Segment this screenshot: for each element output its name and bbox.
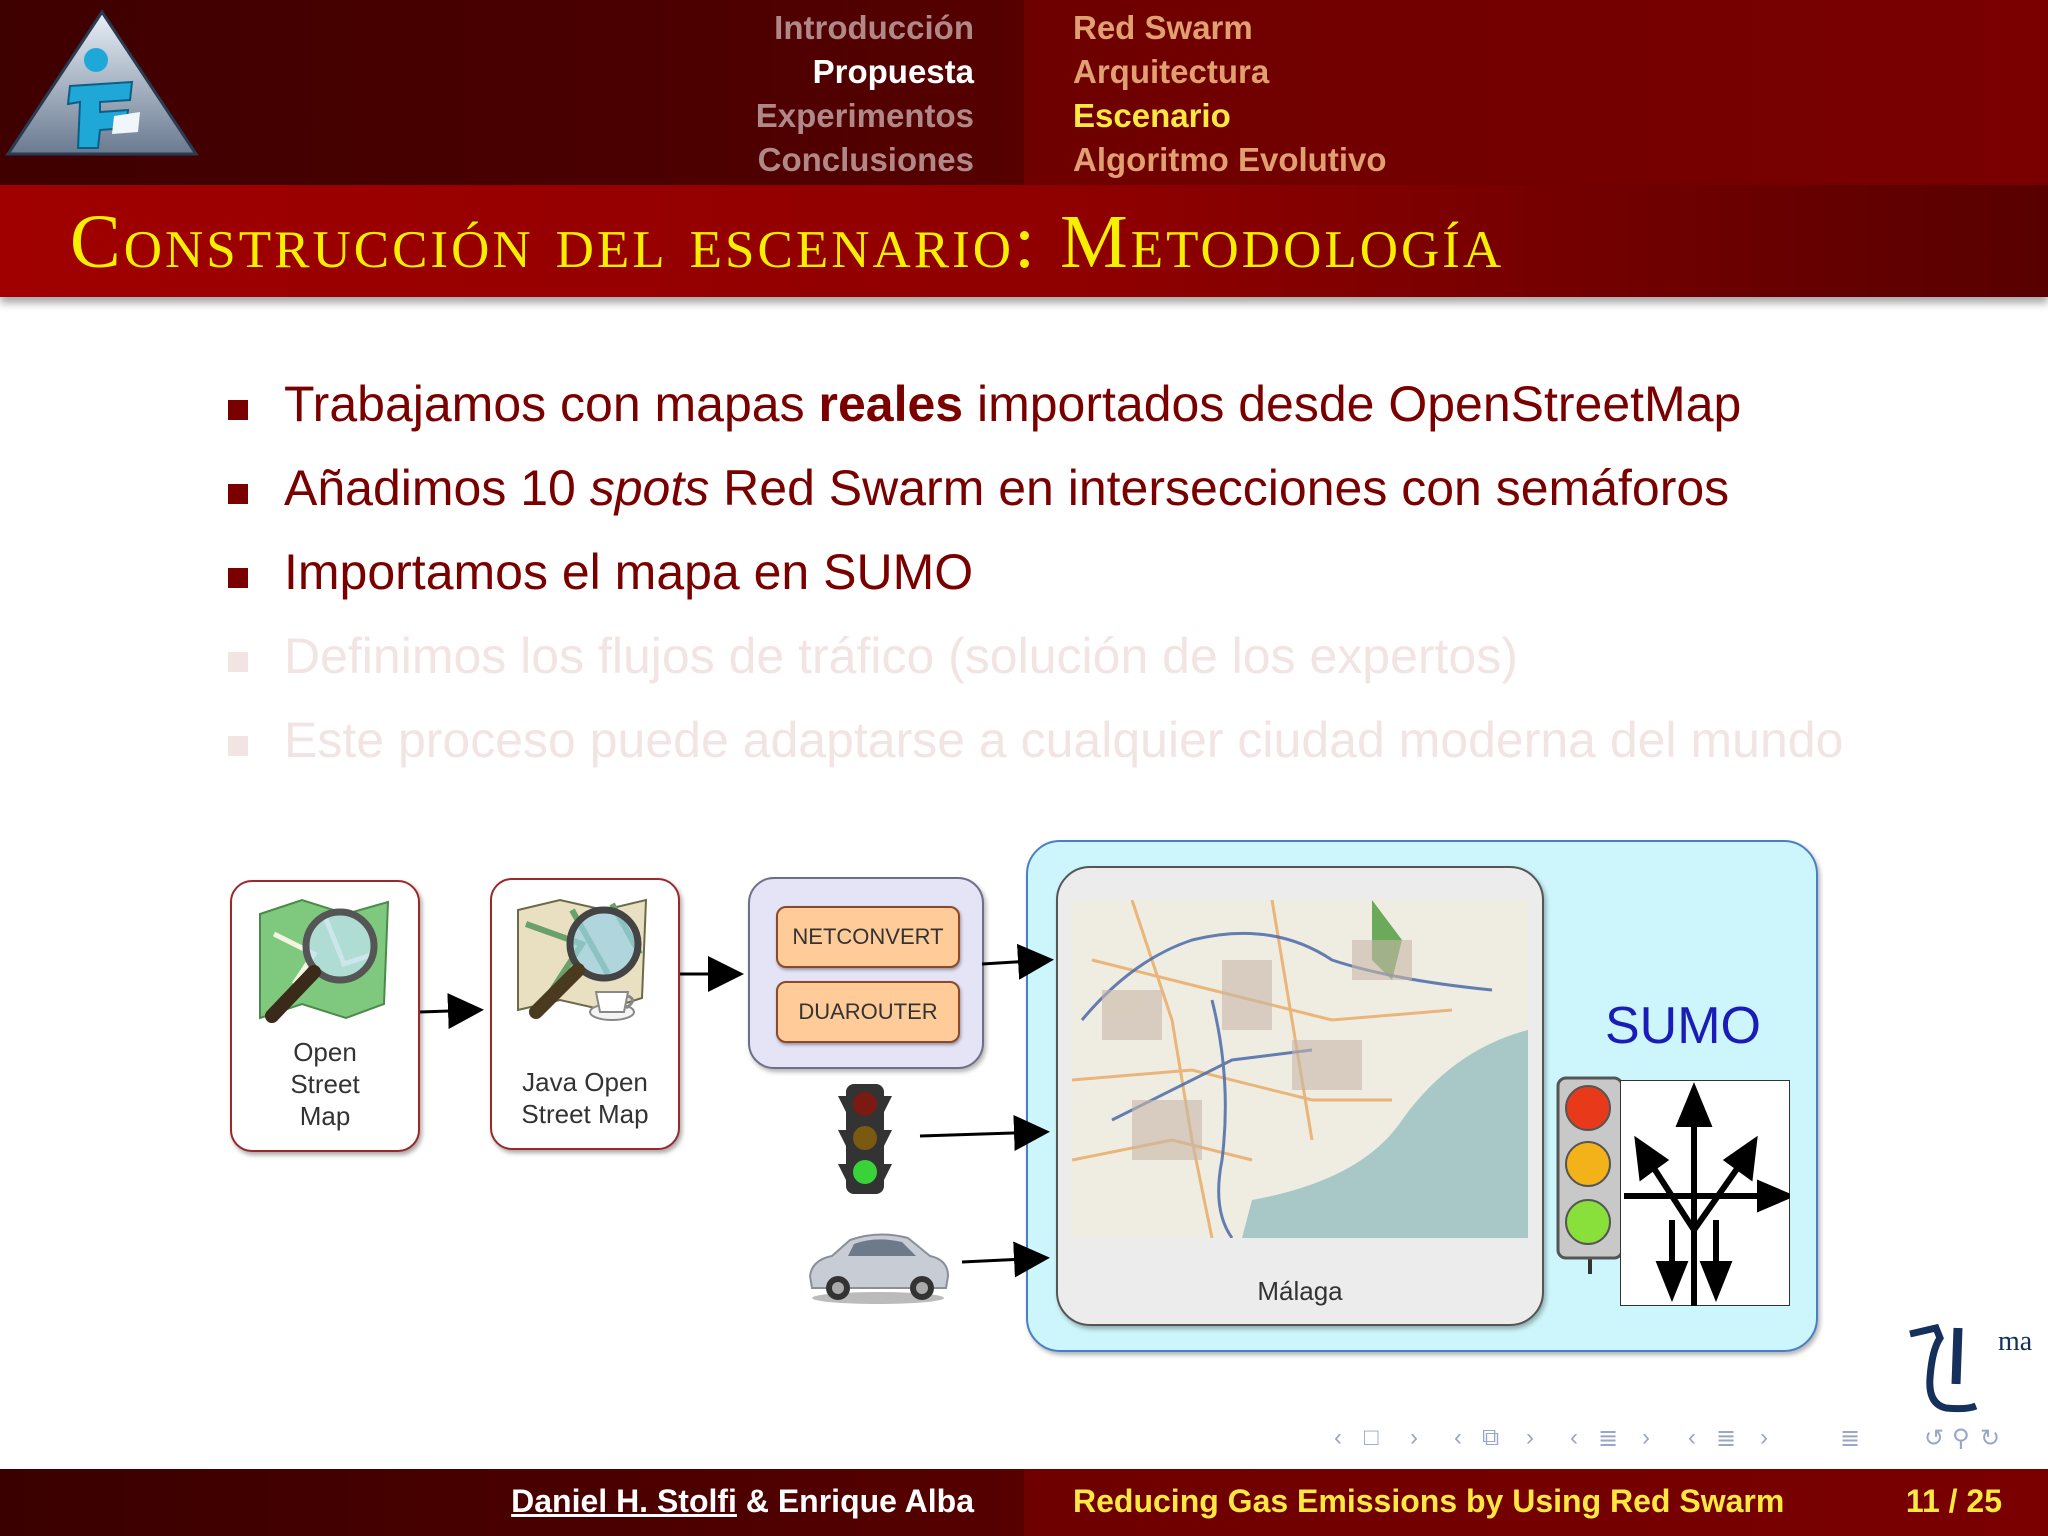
bullet-list	[228, 362, 2008, 782]
nav-sub-escenario[interactable]: Escenario	[1073, 97, 1231, 134]
beamer-navigation	[1330, 1424, 2030, 1458]
bullet-item	[228, 530, 2008, 614]
osm-label-line: Open	[293, 1037, 357, 1067]
bullet-item-faded	[228, 698, 2008, 782]
nav-section-experimentos[interactable]: Experimentos	[755, 97, 974, 134]
bullet-text: Trabajamos con mapas	[284, 376, 819, 432]
nav-redo-icon[interactable]: ↻	[1980, 1425, 2001, 1452]
josm-label-line: Street Map	[521, 1099, 649, 1129]
logo-triangle-icon	[4, 8, 200, 158]
nav-section-conclusiones[interactable]: Conclusiones	[757, 141, 974, 178]
tools-group	[748, 877, 984, 1069]
header	[0, 0, 2048, 185]
bullet-square-icon	[228, 400, 248, 420]
nav-sub-red-swarm[interactable]: Red Swarm	[1073, 9, 1253, 46]
nav-sub-arquitectura[interactable]: Arquitectura	[1073, 53, 1270, 90]
author-presenter[interactable]: Daniel H. Stolfi	[511, 1483, 737, 1519]
osm-map-icon	[254, 894, 394, 1026]
author-coauthor: & Enrique Alba	[736, 1483, 974, 1519]
city-map-icon	[1072, 900, 1528, 1238]
slide-title: Construcción del escenario: Metodología	[70, 200, 1505, 284]
nav-prev-arrow-icon[interactable]: ‹	[1454, 1424, 1462, 1451]
footer-authors	[511, 1483, 974, 1520]
traffic-light-icon	[836, 1082, 894, 1196]
map-box	[1056, 866, 1544, 1326]
nav-search-icon[interactable]: ⚲	[1952, 1425, 1970, 1452]
nav-subsection-icon[interactable]: ⧉	[1482, 1424, 1500, 1451]
bullet-text: importados desde OpenStreetMap	[963, 376, 1742, 432]
bullet-text: Definimos los flujos de tráfico (solución de los expertos)	[284, 628, 1518, 684]
bullet-text: Añadimos 10	[284, 460, 590, 516]
bullet-text: Red Swarm en intersecciones con semáforos	[709, 460, 1730, 516]
nav-sub-algoritmo-evolutivo[interactable]: Algoritmo Evolutivo	[1073, 141, 1387, 178]
sumo-label: SUMO	[1605, 997, 1761, 1055]
bullet-square-icon	[228, 652, 248, 672]
bullet-item-faded	[228, 614, 2008, 698]
nav-frame-icon[interactable]: □	[1364, 1424, 1379, 1451]
nav-section-propuesta[interactable]: Propuesta	[812, 53, 974, 90]
netconvert-tool: NETCONVERT	[776, 906, 960, 968]
bullet-item	[228, 362, 2008, 446]
nav-presentation-icon[interactable]: ≣	[1716, 1425, 1737, 1452]
uma-logo-text: ma	[1998, 1326, 2033, 1357]
osm-label-line: Street	[290, 1069, 360, 1099]
subsection-nav	[1073, 6, 1387, 182]
josm-box	[490, 878, 680, 1150]
nav-prev-arrow-icon[interactable]: ‹	[1570, 1424, 1578, 1451]
nav-section-icon[interactable]: ≣	[1598, 1425, 1619, 1452]
bullet-italic-text: spots	[589, 460, 710, 516]
title-bar	[0, 185, 2048, 297]
nav-prev-arrow-icon[interactable]: ‹	[1688, 1424, 1696, 1451]
section-nav	[756, 6, 974, 182]
bullet-square-icon	[228, 736, 248, 756]
bullet-text: Este proceso puede adaptarse a cualquier ciudad moderna del mundo	[284, 712, 1844, 768]
nav-prev-arrow-icon[interactable]: ‹	[1334, 1424, 1342, 1451]
footer-title[interactable]: Reducing Gas Emissions by Using Red Swarm	[1073, 1483, 1785, 1519]
bullet-text: Importamos el mapa en SUMO	[284, 544, 974, 600]
footer-page-number: 11 / 25	[1905, 1483, 2002, 1519]
nav-next-arrow-icon[interactable]: ›	[1410, 1424, 1418, 1451]
map-caption: Málaga	[1257, 1276, 1343, 1306]
nav-toc-icon[interactable]: ≣	[1840, 1425, 1861, 1452]
bullet-square-icon	[228, 484, 248, 504]
car-icon	[804, 1226, 952, 1306]
nav-undo-icon[interactable]: ↺	[1924, 1425, 1945, 1452]
josm-label-line: Java Open	[522, 1067, 648, 1097]
duarouter-tool: DUAROUTER	[776, 981, 960, 1043]
osm-box	[230, 880, 420, 1152]
josm-map-icon	[512, 894, 658, 1034]
nav-next-arrow-icon[interactable]: ›	[1642, 1424, 1650, 1451]
bullet-item	[228, 446, 2008, 530]
nav-section-introduccion[interactable]: Introducción	[774, 9, 974, 46]
nav-next-arrow-icon[interactable]: ›	[1526, 1424, 1534, 1451]
footer	[0, 1469, 2048, 1536]
bullet-square-icon	[228, 568, 248, 588]
osm-label-line: Map	[299, 1101, 351, 1131]
uma-logo-icon	[1906, 1322, 2036, 1418]
bullet-bold-text: reales	[818, 376, 964, 432]
nav-next-arrow-icon[interactable]: ›	[1760, 1424, 1768, 1451]
